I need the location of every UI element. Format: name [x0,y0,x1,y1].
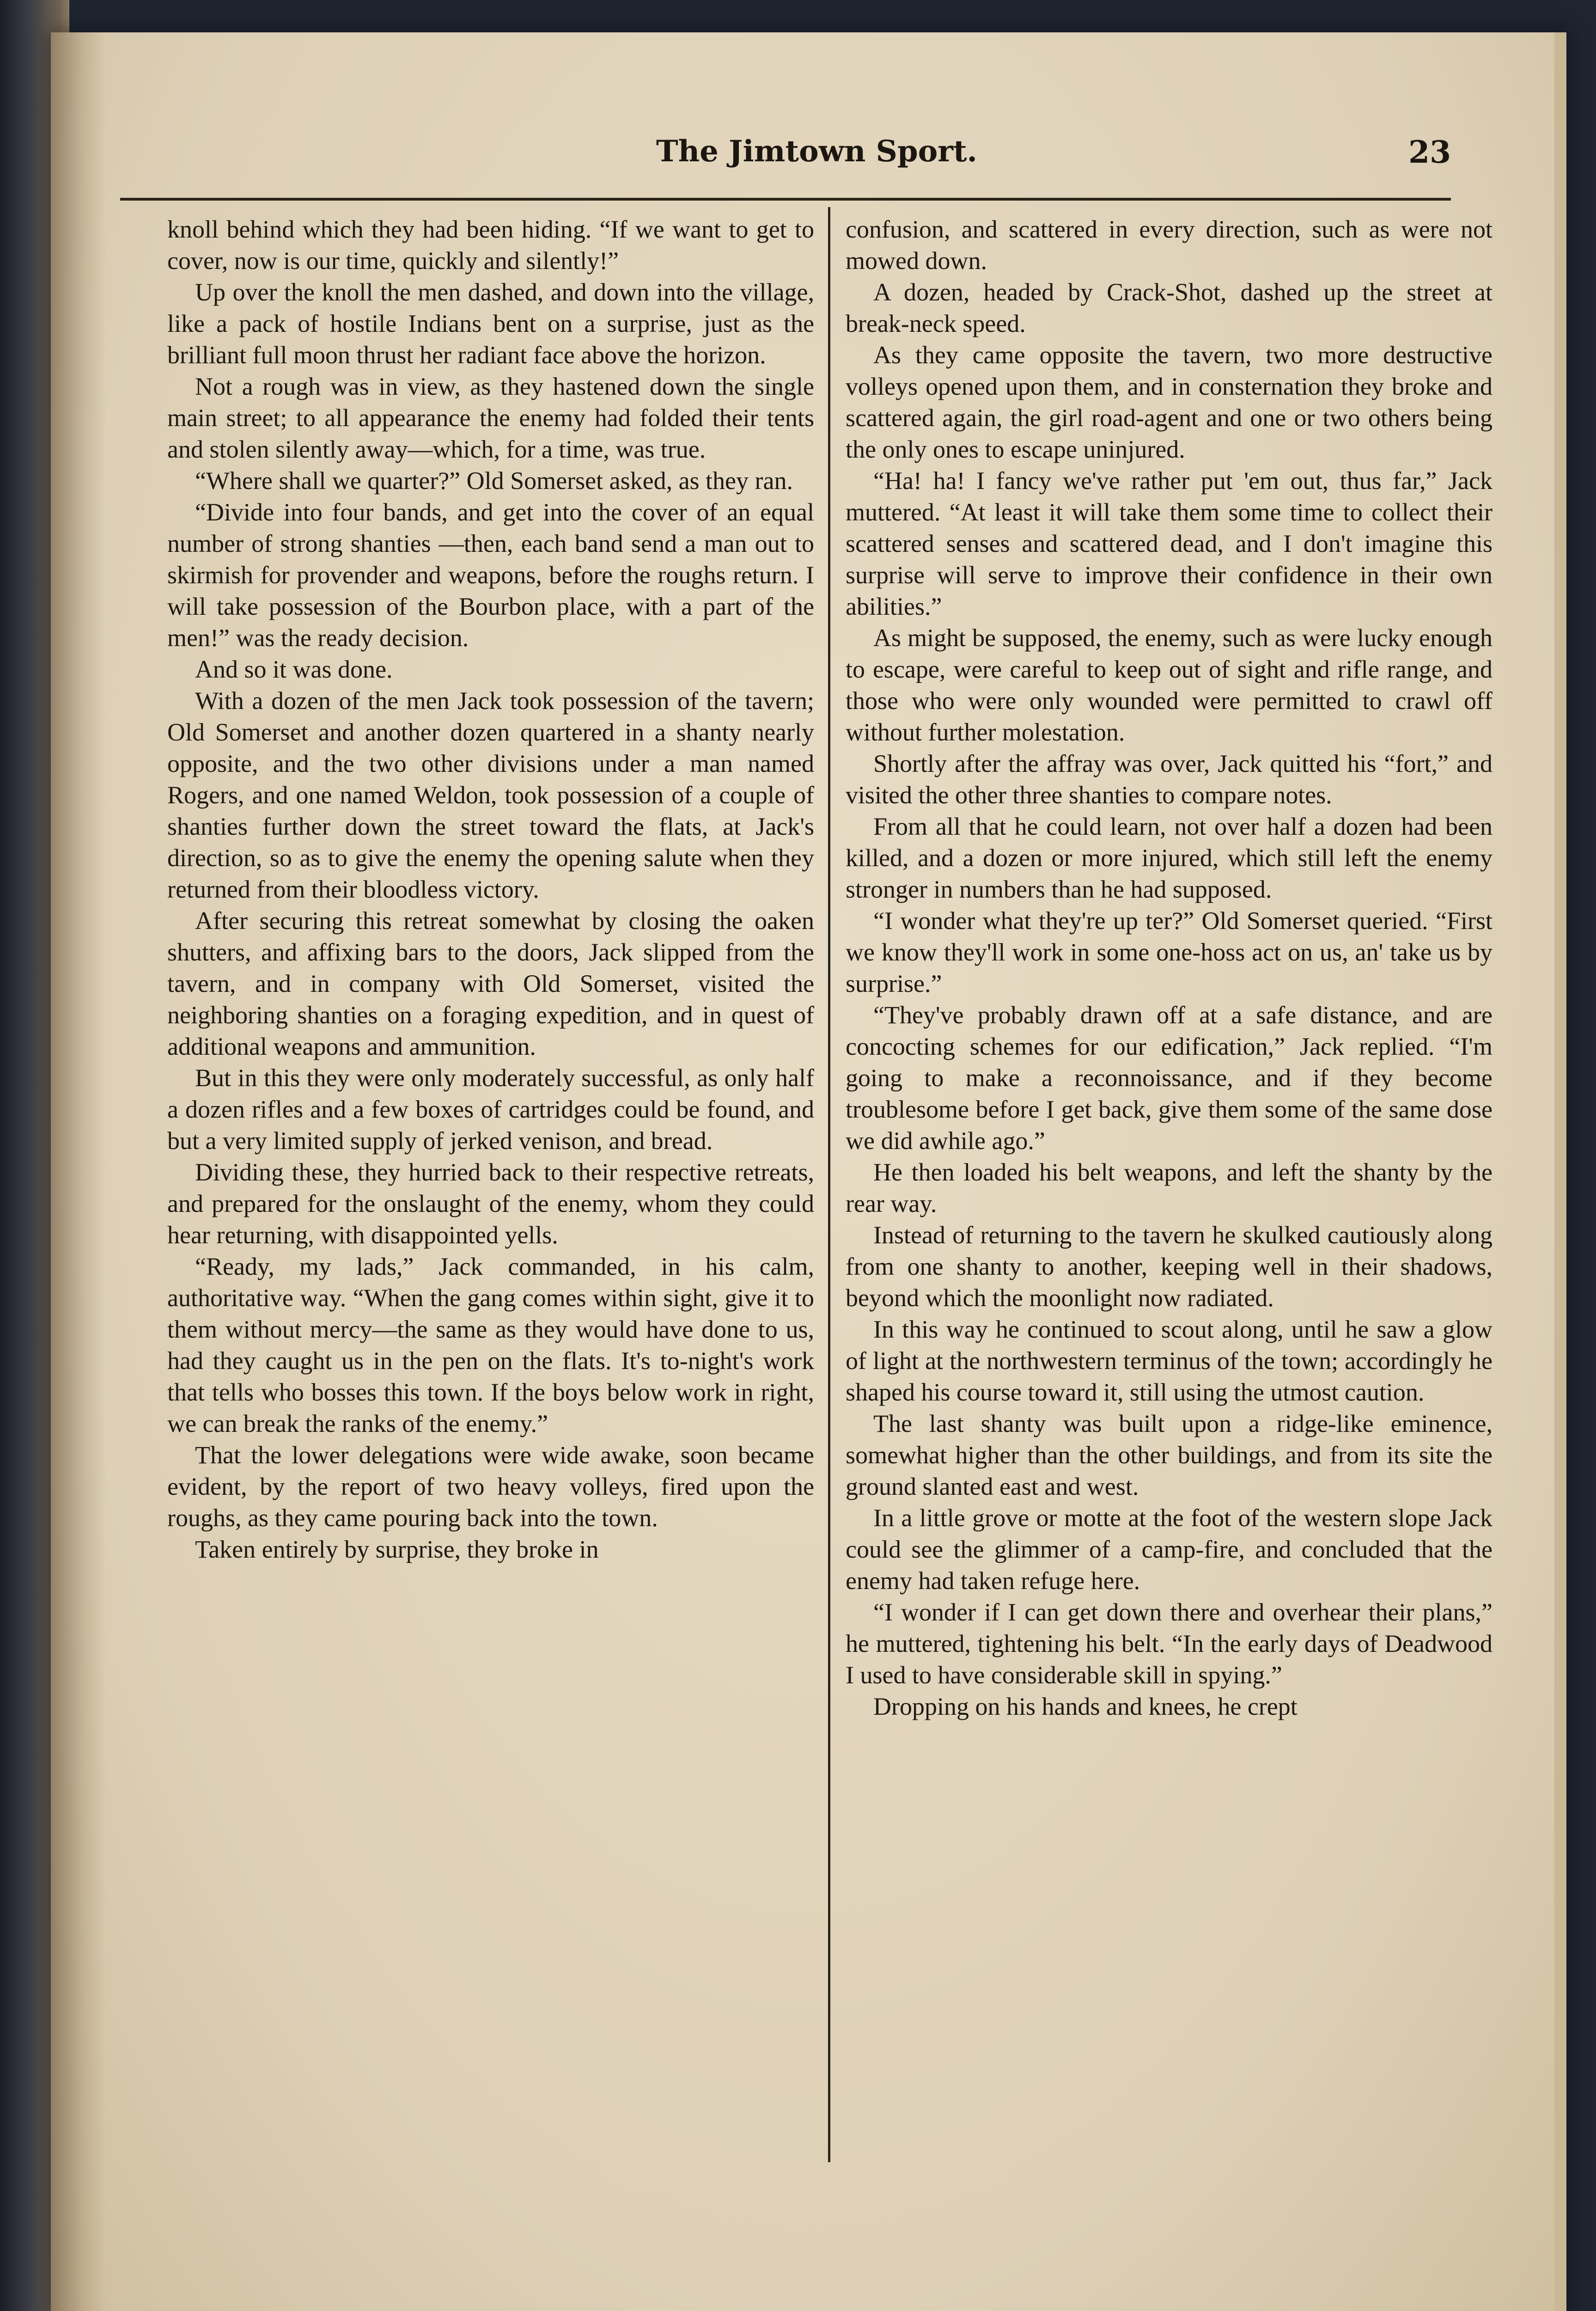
paragraph: “Ready, my lads,” Jack commanded, in his calm, authoritative way. “When the gang comes within sight, give it to them without mercy—the same as they would have done to us, had they caught us in the pen on the flats. It's to-night's work that tells who bosses this town. If the boys below work in right, we can break the ranks of the enemy.” [167,1253,814,1437]
paragraph: knoll behind which they had been hiding. “If we want to get to cover, now is our time, quickly and silently!” [167,215,814,275]
page-edge [1554,32,1566,2311]
paragraph: A dozen, headed by Crack-Shot, dashed up the street at break-neck speed. [846,278,1492,337]
paragraph: “They've probably drawn off at a safe distance, and are concocting schemes for our edification,” Jack replied. “I'm going to make a reconnoissance, and if they become troublesome before I get back, give them some of the same dose we did awhile ago.” [846,1001,1492,1155]
paragraph: That the lower delegations were wide awake, soon became evident, by the report of two heavy volleys, fired upon the roughs, as they came pouring back into the town. [167,1441,814,1532]
page-header [120,134,1451,185]
paragraph: Dividing these, they hurried back to their respective retreats, and prepared for the onslaught of the enemy, whom they could hear returning, with disappointed yells. [167,1158,814,1249]
paragraph: As might be supposed, the enemy, such as were lucky enough to escape, were careful to keep out of sight and rifle range, and those who were only wounded were permitted to crawl off without further molestation. [846,624,1492,746]
paragraph: “Where shall we quarter?” Old Somerset asked, as they ran. [195,467,793,495]
paragraph: confusion, and scattered in every direction, such as were not mowed down. [846,215,1492,275]
paragraph: Dropping on his hands and knees, he crept [873,1693,1298,1720]
paragraph: “Divide into four bands, and get into the cover of an equal number of strong shanties —then, each band send a man out to skirmish for provender and weapons, before the roughs return. I will take possession of the Bourbon place, with a part of the men!” was the ready decision. [167,498,814,652]
paragraph: In this way he continued to scout along, until he saw a glow of light at the northwestern terminus of the town; accordingly he shaped his course toward it, still using the utmost caution. [846,1315,1492,1406]
paragraph: Up over the knoll the men dashed, and down into the village, like a pack of hostile Indians bent on a surprise, just as the brilliant full moon thrust her radiant face above the horizon. [167,278,814,369]
running-title: The Jimtown Sport. [656,134,977,169]
paragraph: Instead of returning to the tavern he skulked cautiously along from one shanty to another, keeping well in their shadows, beyond which the moonlight now radiated. [846,1221,1492,1312]
paragraph: And so it was done. [195,655,393,683]
page-gutter-shadow [51,32,106,2311]
paragraph: Not a rough was in view, as they hastened down the single main street; to all appearance the enemy had folded their tents and stolen silently away—which, for a time, was true. [167,373,814,463]
paragraph: With a dozen of the men Jack took possession of the tavern; Old Somerset and another dozen quartered in a shanty nearly opposite, and the two other divisions under a man named Rogers, and one named Weldon, took possession of a couple of shanties further down the street toward the flats, at Jack's direction, so as to give the enemy the opening salute when they returned from their bloodless victory. [167,687,814,903]
column-divider [828,207,830,2162]
paragraph: Taken entirely by surprise, they broke in [195,1535,599,1563]
paragraph: “Ha! ha! I fancy we've rather put 'em out, thus far,” Jack muttered. “At least it will take them some time to collect their scattered senses and scattered dead, and I don't imagine this surprise will serve to improve their confidence in their own abilities.” [846,467,1492,620]
paragraph: “I wonder what they're up ter?” Old Somerset queried. “First we know they'll work in some one-hoss act on us, an' take us by surprise.” [846,907,1492,997]
paragraph: After securing this retreat somewhat by closing the oaken shutters, and affixing bars to the doors, Jack slipped from the tavern, and in company with Old Somerset, visited the neighboring shanties on a foraging expedition, and in quest of additional weapons and ammunition. [167,907,814,1060]
page-number: 23 [1408,134,1451,170]
paragraph: “I wonder if I can get down there and overhear their plans,” he muttered, tightening his belt. “In the early days of Deadwood I used to have considerable skill in spying.” [846,1598,1492,1689]
paragraph: He then loaded his belt weapons, and left the shanty by the rear way. [846,1158,1492,1217]
paragraph: The last shanty was built upon a ridge-like eminence, somewhat higher than the other buildings, and from its site the ground slanted east and west. [846,1410,1492,1500]
left-text-column [167,214,814,1565]
paragraph: As they came opposite the tavern, two more destructive volleys opened upon them, and in consternation they broke and scattered again, the girl road-agent and one or two others being the only ones to escape uninjured. [846,341,1492,463]
paragraph: Shortly after the affray was over, Jack quitted his “fort,” and visited the other three shanties to compare notes. [846,750,1492,809]
paragraph: In a little grove or motte at the foot of the western slope Jack could see the glimmer of a camp-fire, and concluded that the enemy had taken refuge here. [846,1504,1492,1595]
header-rule [120,198,1451,201]
paragraph: From all that he could learn, not over half a dozen had been killed, and a dozen or more injured, which still left the enemy stronger in numbers than he had supposed. [846,813,1492,903]
right-text-column [846,214,1492,1722]
paragraph: But in this they were only moderately successful, as only half a dozen rifles and a few boxes of cartridges could be found, and but a very limited supply of jerked venison, and bread. [167,1064,814,1155]
